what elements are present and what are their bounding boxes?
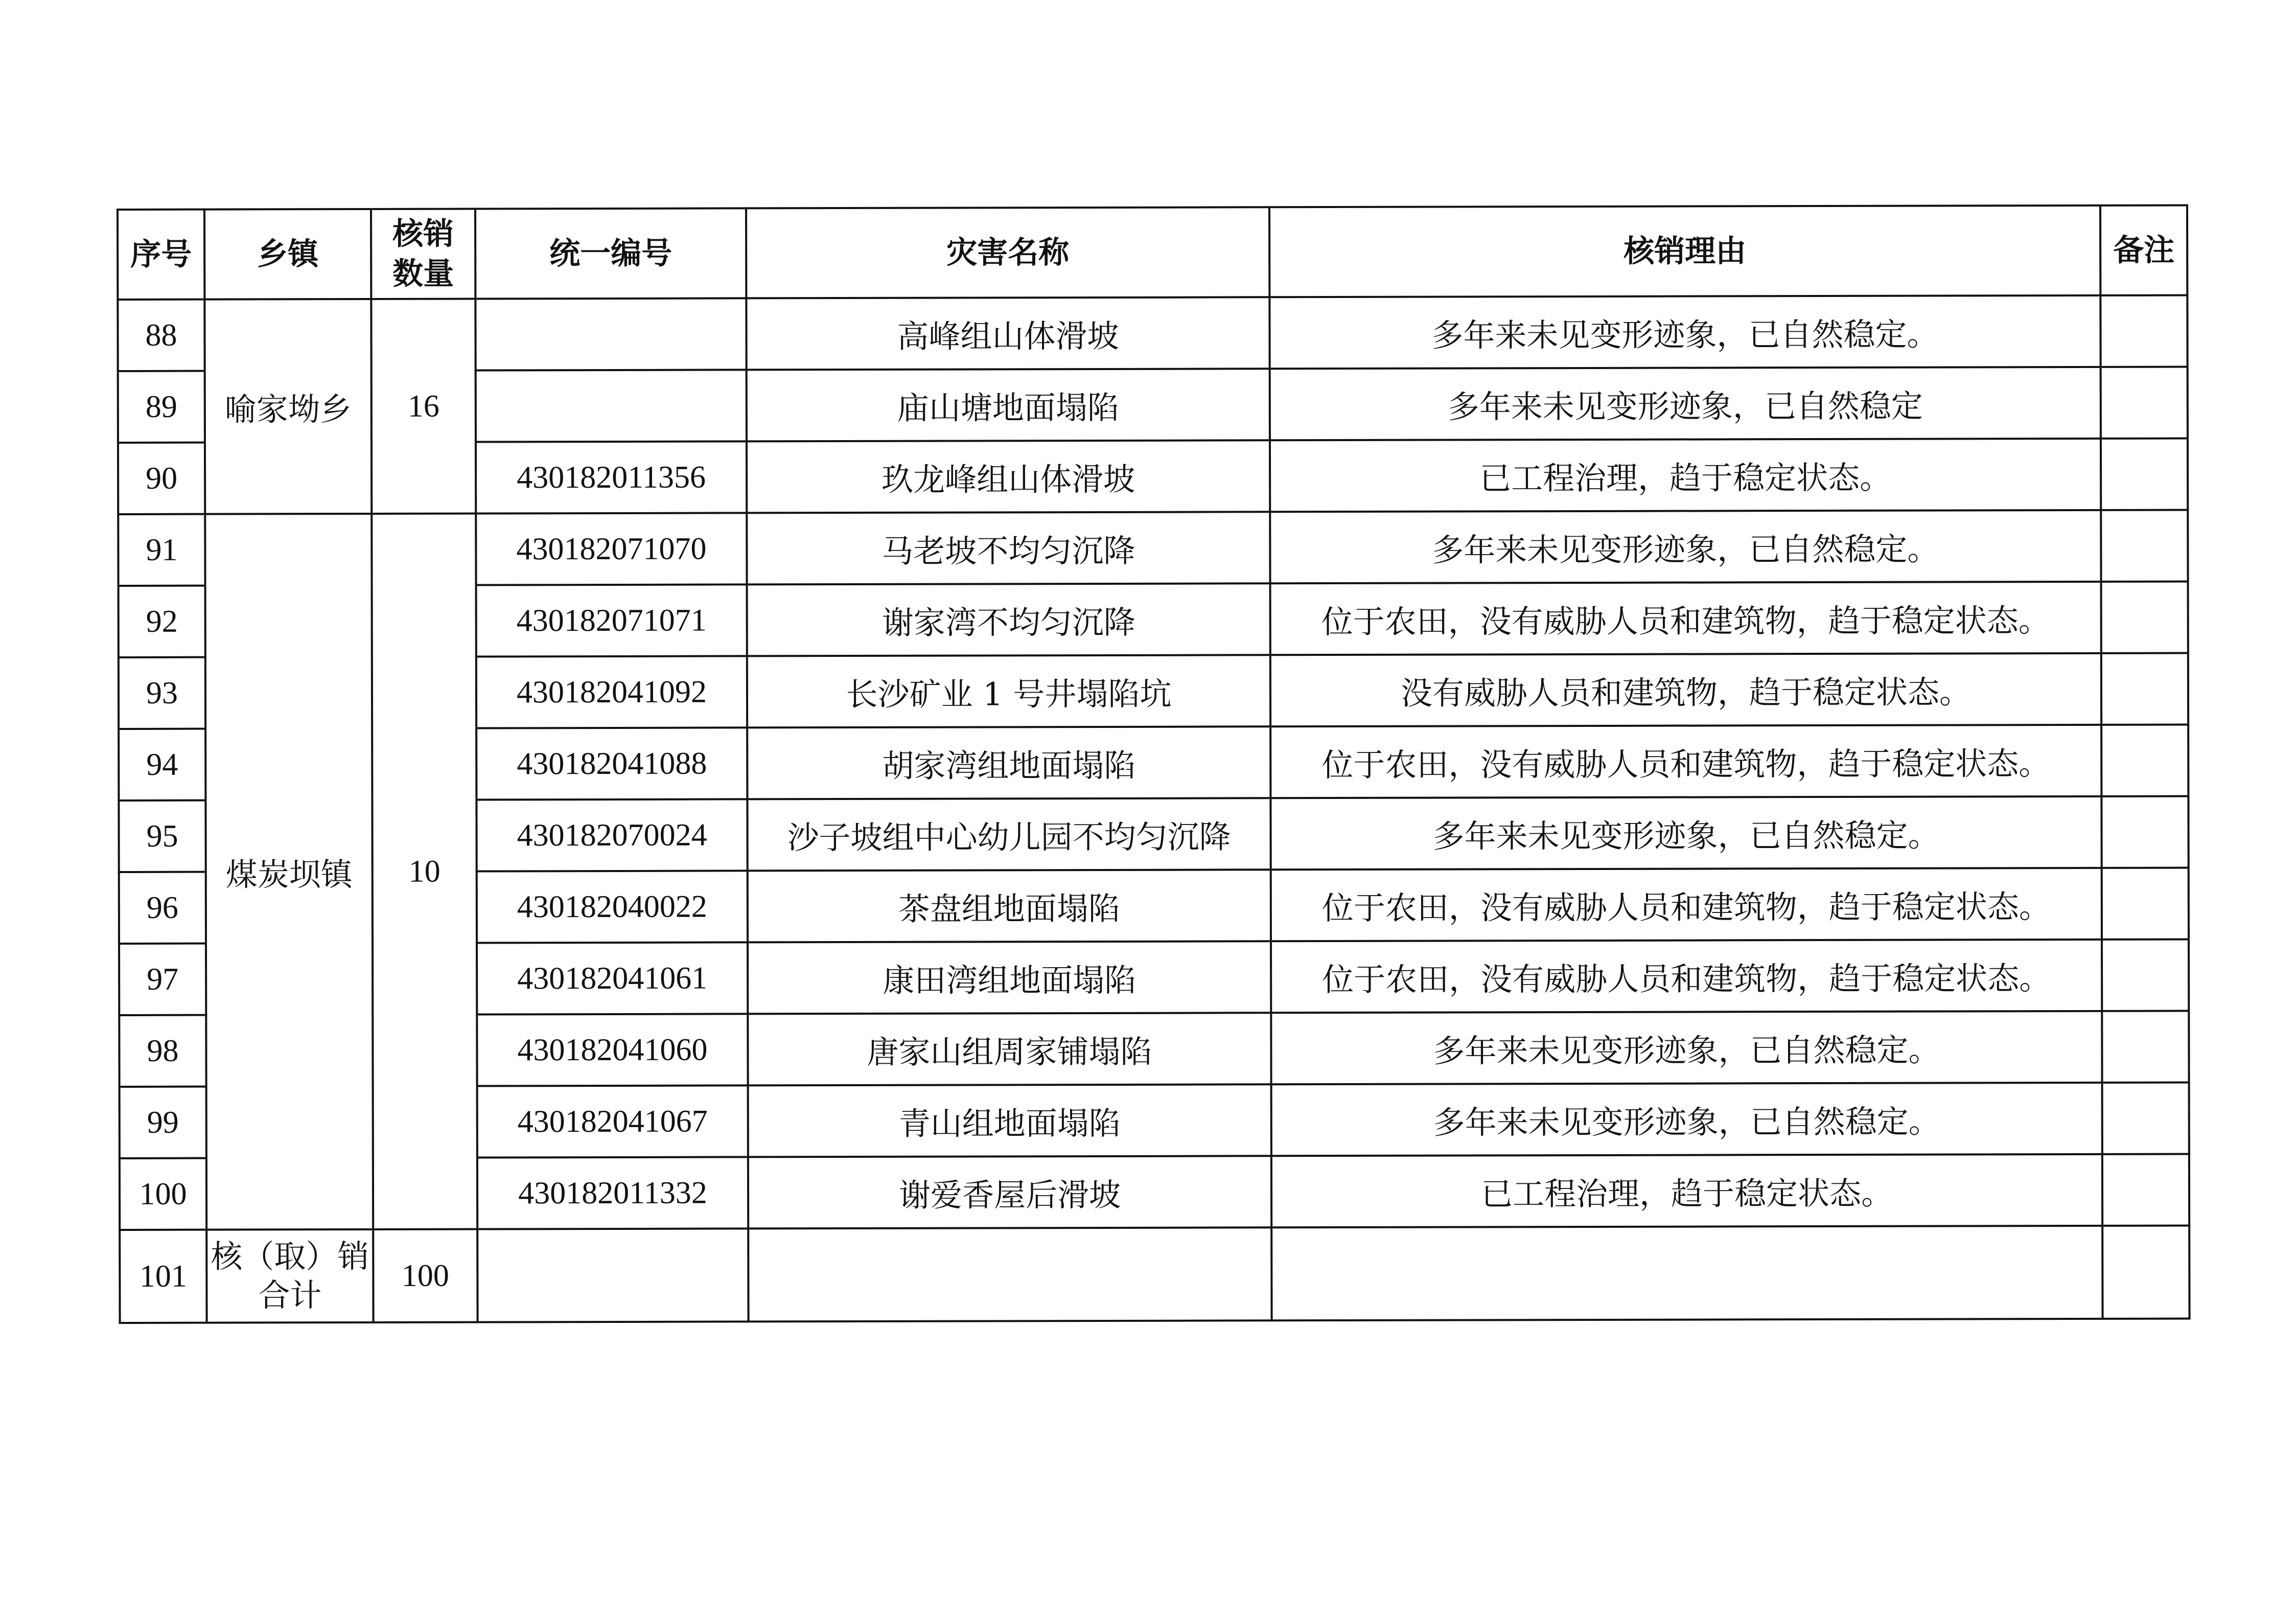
code-cell: 430182071071	[476, 584, 747, 656]
empty-cell	[748, 1227, 1271, 1321]
reason-cell: 位于农田，没有威胁人员和建筑物，趋于稳定状态。	[1270, 725, 2101, 798]
header-count-line1: 核销	[392, 216, 454, 252]
seq-cell: 89	[118, 371, 205, 443]
hazard-name-cell: 青山组地面塌陷	[748, 1084, 1271, 1157]
note-cell	[2102, 1083, 2189, 1154]
code-cell: 430182041092	[476, 656, 747, 728]
seq-cell: 93	[119, 657, 205, 729]
hazard-name-cell: 康田湾组地面塌陷	[748, 941, 1271, 1014]
note-cell	[2102, 1154, 2189, 1226]
code-cell: 430182041067	[477, 1085, 748, 1157]
code-cell: 430182071070	[476, 513, 747, 585]
hazard-name-cell: 谢爱香屋后滑坡	[748, 1156, 1271, 1228]
seq-cell: 95	[119, 800, 205, 872]
code-cell: 430182041061	[477, 942, 748, 1014]
total-row	[120, 1226, 2189, 1323]
code-cell	[476, 370, 747, 442]
hazard-name-cell: 唐家山组周家铺塌陷	[748, 1013, 1271, 1085]
empty-cell	[477, 1228, 748, 1322]
note-cell	[2102, 868, 2189, 940]
seq-cell: 92	[119, 586, 205, 657]
reason-cell: 多年来未见变形迹象，已自然稳定	[1270, 367, 2101, 440]
total-count-cell: 100	[373, 1229, 477, 1322]
count-cell: 10	[372, 514, 477, 1229]
header-note: 备注	[2100, 205, 2187, 295]
empty-cell	[1271, 1226, 2102, 1320]
hazard-name-cell: 长沙矿业 1 号井塌陷坑	[747, 655, 1270, 727]
table-row	[118, 295, 2187, 371]
seq-cell: 91	[118, 514, 205, 586]
header-count	[371, 209, 475, 299]
hazard-cancellation-table	[117, 204, 2191, 1324]
seq-cell: 94	[119, 729, 205, 800]
hazard-name-cell: 高峰组山体滑坡	[746, 297, 1269, 370]
reason-cell: 已工程治理，趋于稳定状态。	[1271, 1154, 2102, 1227]
seq-cell: 90	[118, 443, 205, 514]
note-cell	[2100, 295, 2187, 367]
hazard-name-cell: 胡家湾组地面塌陷	[747, 726, 1270, 799]
note-cell	[2102, 1011, 2189, 1083]
reason-cell: 位于农田，没有威胁人员和建筑物，趋于稳定状态。	[1270, 582, 2101, 655]
total-label-cell	[206, 1229, 373, 1323]
reason-cell: 已工程治理，趋于稳定状态。	[1270, 439, 2101, 512]
hazard-name-cell: 茶盘组地面塌陷	[748, 870, 1271, 942]
empty-cell	[2102, 1226, 2189, 1319]
code-cell: 430182011332	[477, 1157, 748, 1229]
table-header-row	[118, 205, 2187, 300]
reason-cell: 多年来未见变形迹象，已自然稳定。	[1271, 1011, 2102, 1084]
code-cell: 430182041060	[477, 1014, 748, 1086]
code-cell: 430182011356	[476, 441, 747, 513]
header-reason: 核销理由	[1269, 205, 2100, 297]
town-cell: 煤炭坝镇	[205, 514, 373, 1230]
note-cell	[2101, 439, 2188, 510]
seq-cell: 97	[119, 944, 206, 1015]
note-cell	[2101, 653, 2188, 725]
code-cell: 430182041088	[476, 727, 747, 799]
reason-cell: 多年来未见变形迹象，已自然稳定。	[1269, 295, 2100, 369]
seq-cell: 88	[118, 300, 204, 371]
note-cell	[2102, 940, 2189, 1011]
code-cell	[475, 298, 746, 370]
seq-cell: 98	[119, 1015, 206, 1087]
note-cell	[2101, 582, 2188, 653]
town-cell: 喻家坳乡	[204, 299, 372, 514]
code-cell: 430182070024	[476, 799, 747, 871]
hazard-name-cell: 马老坡不均匀沉降	[747, 512, 1270, 584]
header-town: 乡镇	[204, 209, 371, 300]
note-cell	[2101, 510, 2188, 582]
reason-cell: 多年来未见变形迹象，已自然稳定。	[1270, 510, 2101, 583]
header-count-line2: 数量	[392, 256, 454, 292]
note-cell	[2101, 796, 2188, 868]
hazard-name-cell: 谢家湾不均匀沉降	[747, 583, 1270, 656]
seq-cell: 99	[120, 1087, 206, 1158]
total-label-line2: 合计	[258, 1276, 322, 1314]
code-cell: 430182040022	[477, 871, 748, 943]
reason-cell: 没有威胁人员和建筑物，趋于稳定状态。	[1270, 653, 2101, 726]
note-cell	[2101, 725, 2188, 796]
reason-cell: 位于农田，没有威胁人员和建筑物，趋于稳定状态。	[1271, 868, 2102, 941]
reason-cell: 位于农田，没有威胁人员和建筑物，趋于稳定状态。	[1271, 940, 2102, 1013]
hazard-name-cell: 庙山塘地面塌陷	[747, 369, 1270, 441]
seq-cell: 96	[119, 872, 206, 944]
total-seq-cell: 101	[120, 1230, 206, 1323]
hazard-name-cell: 沙子坡组中心幼儿园不均匀沉降	[747, 798, 1270, 871]
total-label-line1: 核（取）销	[211, 1237, 369, 1275]
header-seq: 序号	[118, 210, 204, 300]
header-code: 统一编号	[475, 208, 746, 299]
note-cell	[2101, 367, 2188, 439]
table-row	[118, 510, 2188, 586]
header-name: 灾害名称	[746, 207, 1269, 298]
seq-cell: 100	[120, 1158, 206, 1230]
reason-cell: 多年来未见变形迹象，已自然稳定。	[1271, 1083, 2102, 1156]
hazard-name-cell: 玖龙峰组山体滑坡	[747, 440, 1270, 513]
count-cell: 16	[371, 299, 476, 514]
reason-cell: 多年来未见变形迹象，已自然稳定。	[1270, 796, 2101, 870]
